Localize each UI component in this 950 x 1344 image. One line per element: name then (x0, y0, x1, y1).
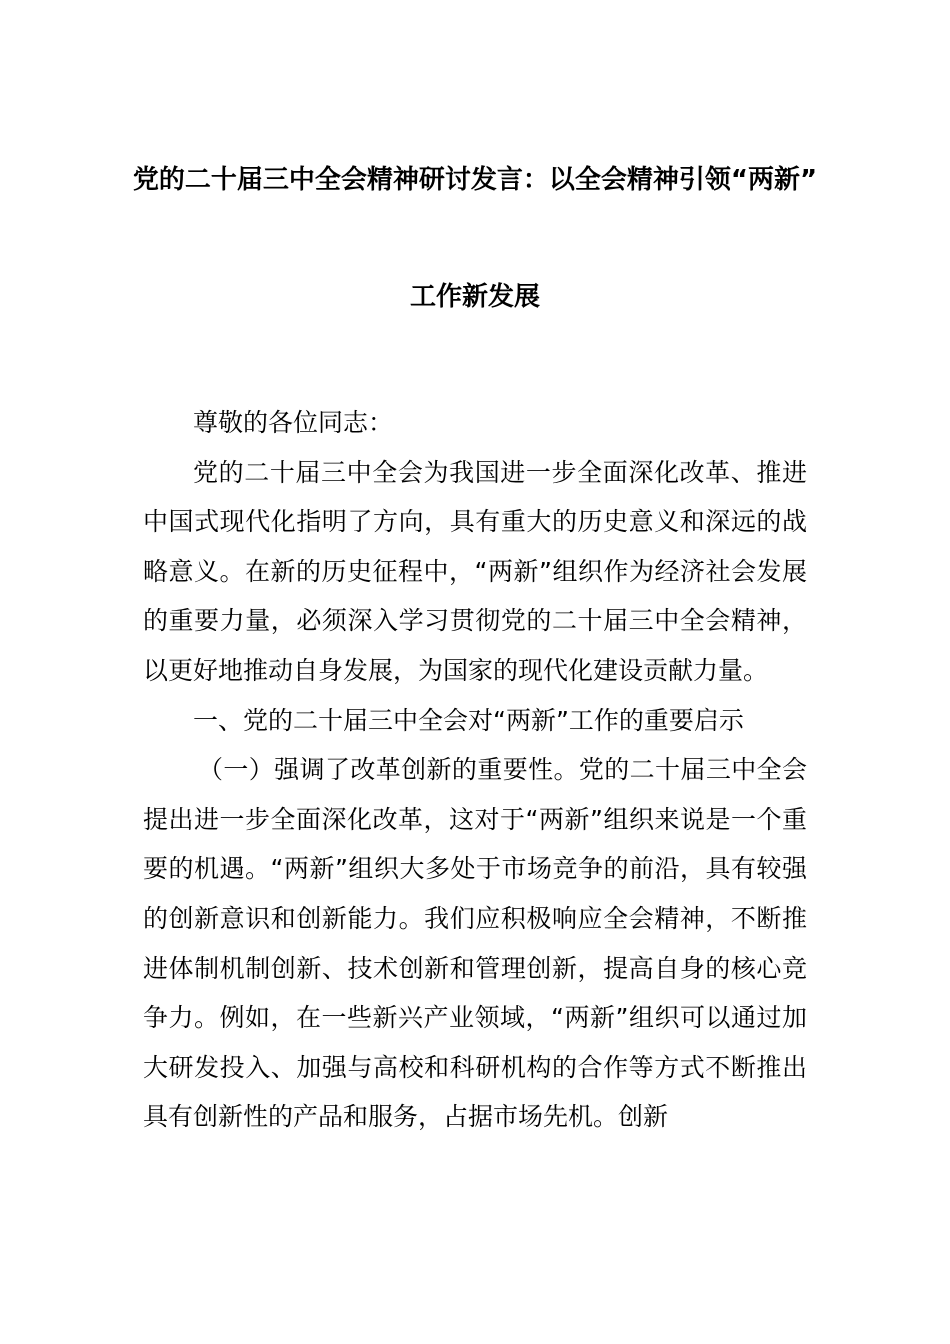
document-body (143, 398, 807, 1142)
section-heading-1: 一、党的二十届三中全会对“两新”工作的重要启示 (193, 705, 744, 735)
paragraph-intro: 党的二十届三中全会为我国进一步全面深化改革、推进中国式现代化指明了方向，具有重大的历史意义和深远的战略意义。在新的历史征程中，“两新”组织作为经济社会发展的重要力量，必须深入学习贯彻党的二十届三中全会精神，以更好地推动自身发展，为国家的现代化建设贡献力量。 (143, 457, 807, 685)
salutation: 尊敬的各位同志： (193, 408, 394, 437)
document-title-line-2: 工作新发展 (409, 282, 540, 312)
document-title-line-1: 党的二十届三中全会精神研讨发言：以全会精神引领“两新” (132, 165, 818, 195)
paragraph-section-1-1: （一）强调了改革创新的重要性。党的二十届三中全会提出进一步全面深化改革，这对于“两新”组织来说是一个重要的机遇。“两新”组织大多处于市场竞争的前沿，具有较强的创新意识和创新能力。我们应积极响应全会精神，不断推进体制机制创新、技术创新和管理创新，提高自身的核心竞争力。例如，在一些新兴产业领域，“两新”组织可以通过加大研发投入、加强与高校和科研机构的合作等方式不断推出具有创新性的产品和服务，占据市场先机。创新 (143, 755, 807, 1132)
